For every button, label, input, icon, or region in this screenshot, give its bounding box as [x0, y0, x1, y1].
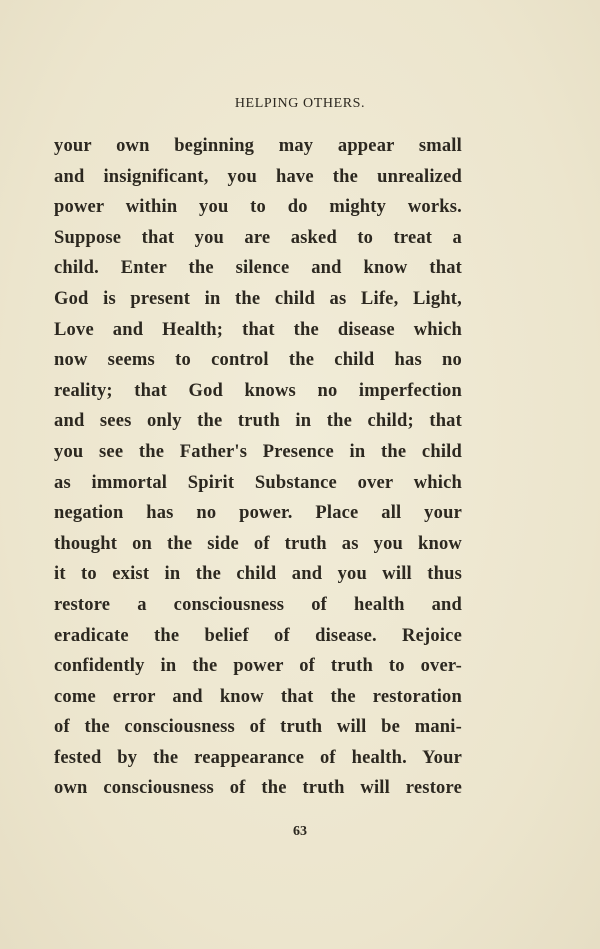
text-line: thought on the side of truth as you know — [54, 533, 462, 554]
text-line: Suppose that you are asked to treat a — [54, 227, 462, 248]
text-line: Love and Health; that the disease which — [54, 319, 462, 340]
text-line: confidently in the power of truth to over- — [54, 656, 462, 677]
text-line: now seems to control the child has no — [54, 350, 462, 371]
text-line: you see the Father's Presence in the child — [54, 441, 462, 462]
text-line: God is present in the child as Life, Light, — [54, 288, 462, 309]
text-line: reality; that God knows no imperfection — [54, 380, 462, 401]
text-line: of the consciousness of truth will be mani- — [54, 717, 462, 738]
body-text — [54, 131, 462, 804]
text-line: power within you to do mighty works. — [54, 197, 462, 218]
text-line: eradicate the belief of disease. Rejoice — [54, 625, 462, 646]
text-line: your own beginning may appear small — [54, 136, 462, 156]
text-line: fested by the reappearance of health. Your — [54, 747, 462, 768]
text-line: come error and know that the restoration — [54, 686, 462, 707]
text-line: and insignificant, you have the unrealized — [54, 166, 462, 187]
text-line: as immortal Spirit Substance over which — [54, 472, 462, 493]
text-line: it to exist in the child and you will thus — [54, 564, 462, 585]
text-line: own consciousness of the truth will restore — [54, 778, 462, 799]
text-line: restore a consciousness of health and — [54, 594, 462, 615]
running-header: HELPING OTHERS. — [234, 96, 366, 111]
text-line: child. Enter the silence and know that — [54, 258, 462, 279]
text-line: negation has no power. Place all your — [54, 503, 462, 524]
page-number: 63 — [293, 824, 307, 839]
text-line: and sees only the truth in the child; that — [54, 411, 462, 432]
